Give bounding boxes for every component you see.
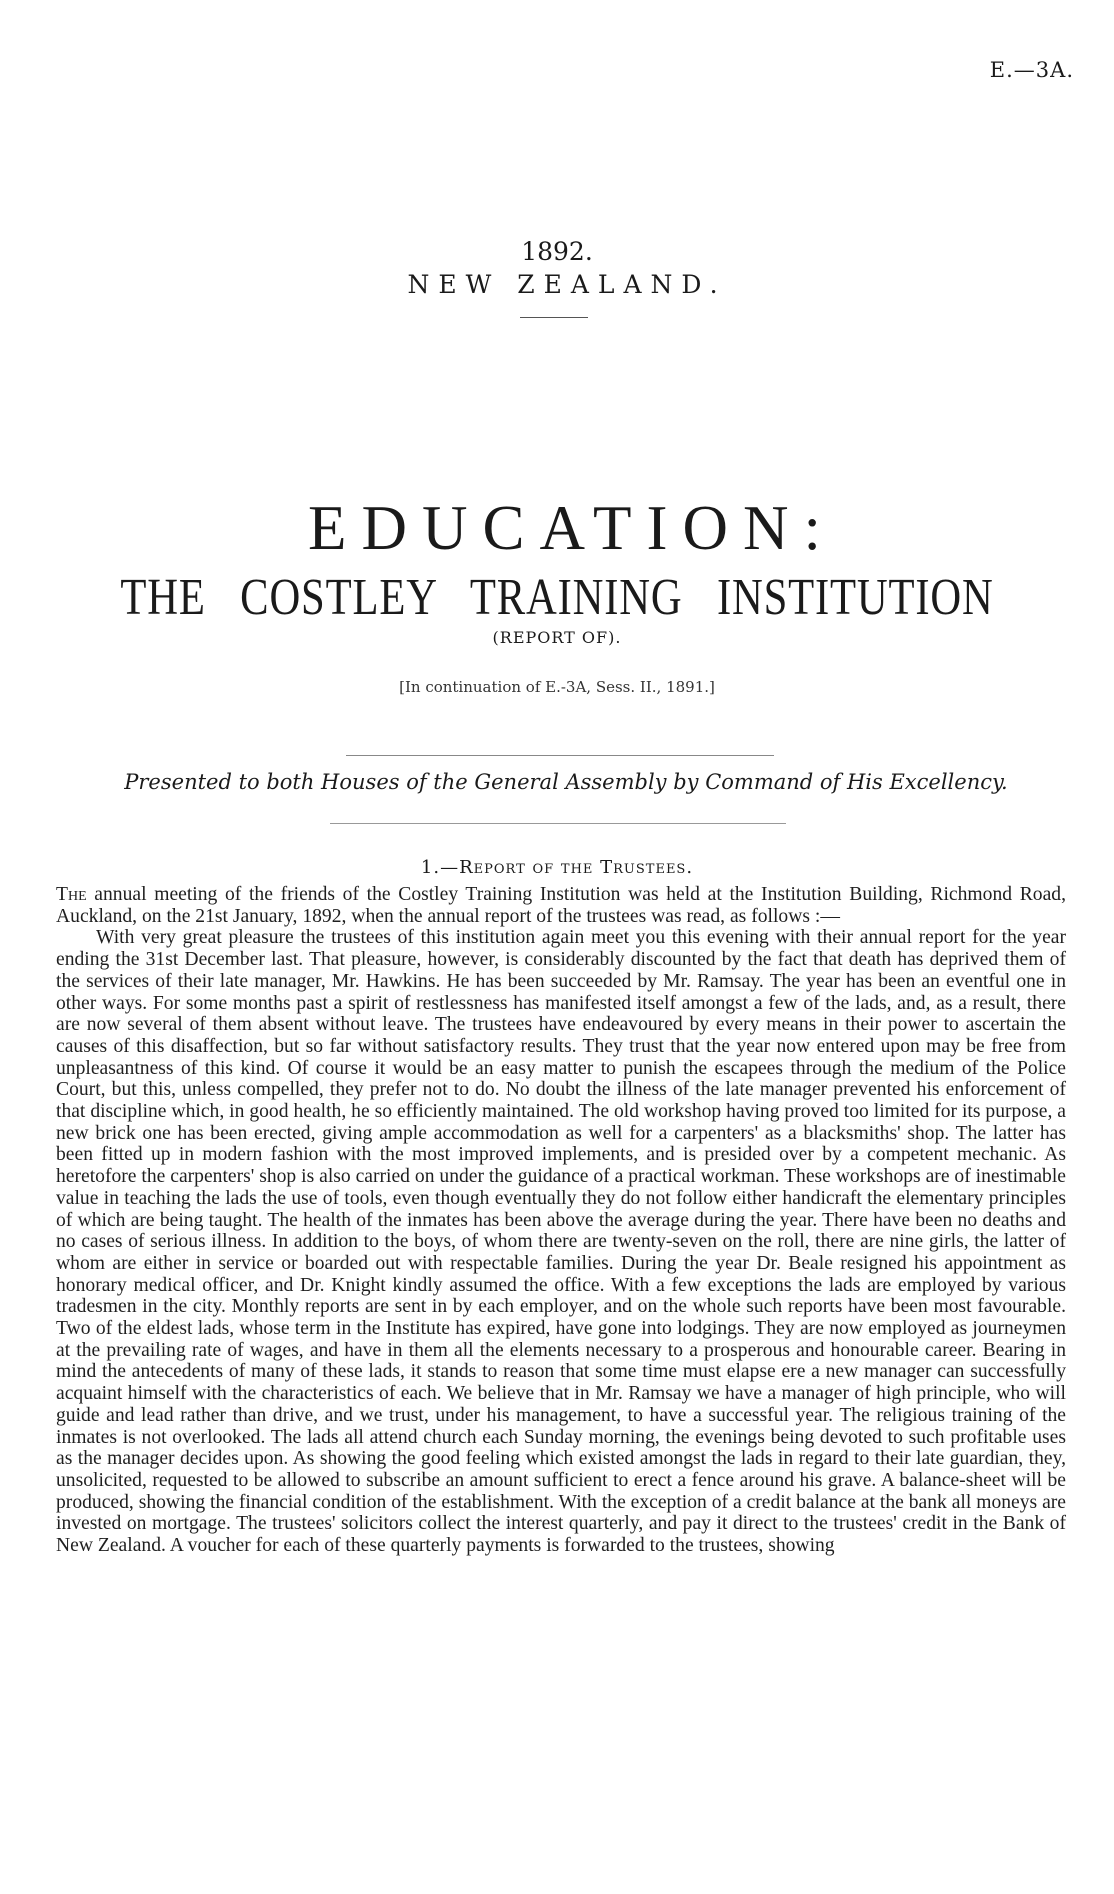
report-paragraph: With very great pleasure the trustees of this institution again meet you this evening with their annual report for the year ending the 31st December last. That pleasure, however, is considerably discounted by the fact that death has deprived them of the services of their late manager, Mr. Hawkins. He has been succeeded by Mr. Ramsay. The year has been an eventful one in other ways. For some months past a spirit of restlessness has manifested itself amongst a few of the lads, and, as a result, there are now several of them absent without leave. The trustees have endeavoured by every means in their power to ascertain the causes of this disaffection, but so far without satisfactory results. They trust that the year now entered upon may be free from unpleasantness of this kind. Of course it would be an easy matter to punish the escapees through the medium of the Police Court, but this, unless compelled, they prefer not to do. No doubt the illness of the late manager prevented his enforcement of that discipline which, in good health, he so efficiently maintained. The old workshop having proved too limited for its purpose, a new brick one has been erected, giving ample accommodation as well for a carpenters' as a blacksmiths' shop. The latter has been fitted up in modern fashion with the most improved implements, and is presided over by a competent mechanic. As heretofore the carpenters' shop is also carried on under the guidance of a practical workman. These workshops are of inestimable value in teaching the lads the use of tools, even though eventually they do not follow either handicraft the elementary principles of which are being taught. The health of the inmates has been above the average during the year. There have been no deaths and no cases of serious illness. In addition to the boys, of whom there are twenty-seven on the roll, there are nine girls, the latter of whom are either in service or boarded out with respectable families. During the year Dr. Beale resigned his appointment as honorary medical officer, and Dr. Knight kindly assumed the office. With a few exceptions the lads are employed by various tradesmen in the city. Monthly reports are sent in by each employer, and on the whole such reports have been most favourable. Two of the eldest lads, whose term in the Institute has expired, have gone into lodgings. They are now employed as journeymen at the prevailing rate of wages, and have in them all the elements necessary to a prosperous and honourable career. Bearing in mind the antecedents of many of these lads, it stands to reason that some time must elapse ere a new manager can successfully acquaint himself with the characteristics of each. We believe that in Mr. Ramsay we have a manager of high principle, who will guide and lead rather than drive, and we trust, under his management, to have a successful year. The religious training of the inmates is not overlooked. The lads all attend church each Sunday morning, the evenings being devoted to such profitable uses as the manager decides upon. As showing the good feeling which existed amongst the lads in regard to their late guardian, they, unsolicited, requested to be allowed to subscribe an amount sufficient to erect a fence around his grave. A balance-sheet will be produced, showing the financial condition of the establishment. With the exception of a credit balance at the bank all moneys are invested on mortgage. The trustees' solicitors collect the interest quarterly, and pay it direct to the trustees' credit in the Bank of New Zealand. A voucher for each of these quarterly payments is forwarded to the trustees, showing bbox=[56, 927, 1066, 1557]
section-number: 1.— bbox=[420, 857, 460, 878]
continuation-note: [In continuation of E.-3A, Sess. II., 1891.] bbox=[399, 678, 715, 696]
intro-paragraph bbox=[56, 884, 1066, 927]
divider-rule bbox=[330, 823, 786, 824]
publication-year: 1892. bbox=[521, 237, 593, 266]
document-reference-code: E.—3A. bbox=[989, 58, 1074, 82]
main-title: EDUCATION: bbox=[308, 493, 836, 563]
country-heading: NEW ZEALAND. bbox=[407, 270, 727, 299]
section-heading bbox=[0, 857, 1114, 878]
report-body bbox=[56, 884, 1066, 1557]
report-of-label: (REPORT OF). bbox=[492, 628, 622, 647]
presented-line: Presented to both Houses of the General Assembly by Command of His Excellency. bbox=[124, 770, 1008, 794]
intro-lead-word: The bbox=[56, 884, 87, 905]
section-title: Report of the Trustees. bbox=[459, 857, 694, 878]
divider-rule bbox=[346, 755, 774, 756]
divider-rule bbox=[520, 317, 588, 318]
sub-title: THE COSTLEY TRAINING INSTITUTION bbox=[120, 569, 994, 626]
intro-text: annual meeting of the friends of the Costley Training Institution was held at the Institution Building, Richmond Road, Auckland, on the 21st January, 1892, when the annual report of the trustees was read, as follows :— bbox=[56, 884, 1066, 927]
